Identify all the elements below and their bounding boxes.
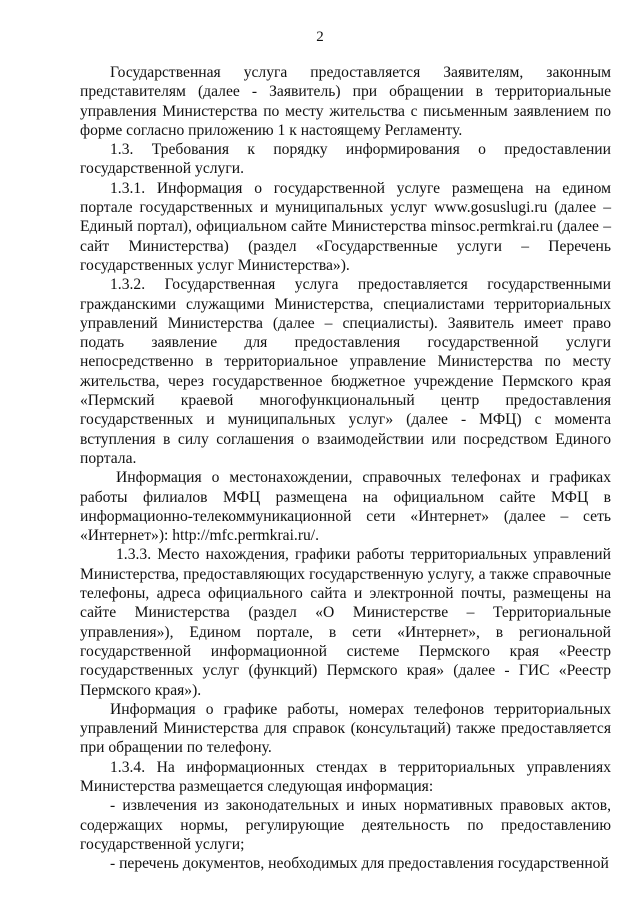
paragraph-section-1-3-1: 1.3.1. Информация о государственной услуге размещена на едином портале государственных и муниципальных услуг www.gosuslugi.ru (далее – Единый портал), официальном сайте Министерства minsoc.permkrai.ru (далее – сайт Министерства) (раздел «Государственные услуги – Перечень государственных услуг Министерства»).	[80, 179, 611, 274]
paragraph-service-provision: Государственная услуга предоставляется Заявителям, законным представителям (далее - Заявитель) при обращении в территориальные управления Министерства по месту жительства с письменным заявлением по форме согласно приложению 1 к настоящему Регламенту.	[80, 64, 611, 139]
page-number: 2	[316, 29, 324, 45]
paragraph-phone-info: Информация о графике работы, номерах телефонов территориальных управлений Министерства для справок (консультаций) также предоставляется при обращении по телефону.	[80, 700, 611, 757]
paragraph-section-1-3-2: 1.3.2. Государственная услуга предоставляется государственными гражданскими служащими Министерства, специалистами территориальных управлений Министерства (далее – специалисты). Заявитель имеет право подать заявление для предоставления государственной услуги непосредственно в территориальное управление Министерства по месту жительства, через государственное бюджетное учреждение Пермского края «Пермский краевой многофункциональный центр предоставления государственных и муниципальных услуг» (далее - МФЦ) с момента вступления в силу соглашения о взаимодействии или посредством Единого портала.	[80, 276, 611, 467]
document-body	[80, 63, 611, 873]
paragraph-section-1-3-4: 1.3.4. На информационных стендах в территориальных управлениях Министерства размещается следующая информация:	[80, 758, 611, 795]
list-item-documents: - перечень документов, необходимых для предоставления государственной	[110, 855, 609, 873]
paragraph-section-1-3-3: 1.3.3. Место нахождения, графики работы территориальных управлений Министерства, предоставляющих государственную услугу, а также справочные телефоны, адреса официального сайта и электронной почты, размещены на сайте Министерства (раздел «О Министерстве – Территориальные управления»), Едином портале, в сети «Интернет», в региональной государственной информационной системе Пермского края «Реестр государственных услуг (функций) Пермского края» (далее - ГИС «Реестр Пермского края»).	[80, 546, 611, 699]
list-item-legal-excerpts: - извлечения из законодательных и иных нормативных правовых актов, содержащих нормы, регулирующие деятельность по предоставлению государственной услуги;	[80, 797, 611, 853]
paragraph-mfc-info: Информация о местонахождении, справочных телефонах и графиках работы филиалов МФЦ размещена на официальном сайте МФЦ в информационно-телекоммуникационной сети «Интернет» (далее – сеть «Интернет»): http://mfc.permkrai.ru/.	[80, 469, 611, 545]
paragraph-section-1-3: 1.3. Требования к порядку информирования о предоставлении государственной услуги.	[80, 141, 611, 178]
